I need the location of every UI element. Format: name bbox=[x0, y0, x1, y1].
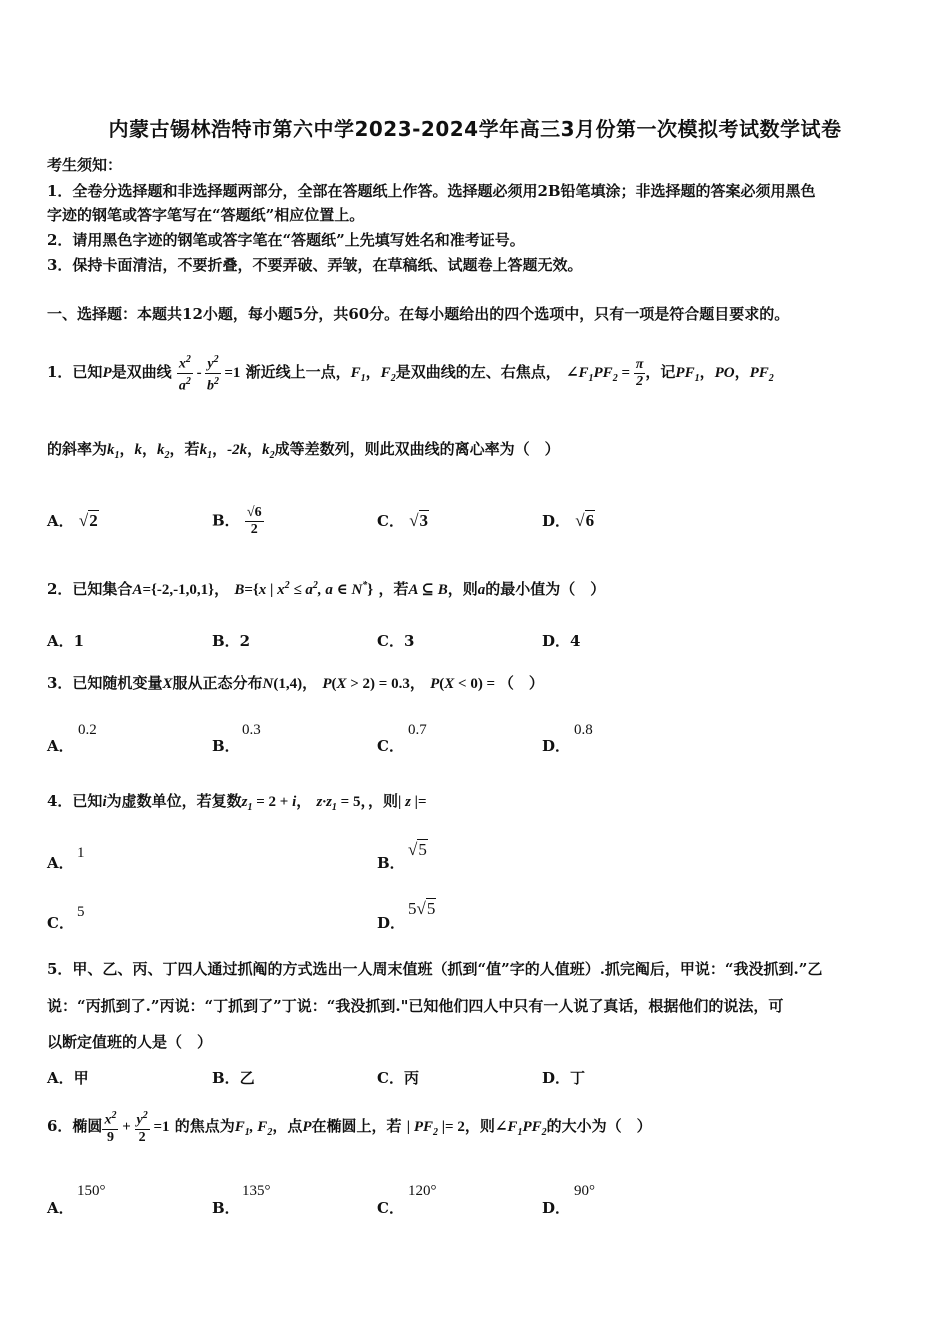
q6-option-c-value: 120° bbox=[408, 1183, 437, 1199]
notice-heading: 考生须知： bbox=[47, 156, 123, 174]
q1-option-b[interactable]: B． $\frac{√6}{2}$ bbox=[212, 505, 262, 537]
q3-option-b-value: 0.3 bbox=[242, 722, 261, 738]
q4-option-a-value: 1 bbox=[77, 845, 85, 861]
q3-option-a[interactable]: A． bbox=[47, 737, 74, 755]
q4-option-b-value: √5 bbox=[408, 840, 427, 859]
question-3: 3．已知随机变量X服从正态分布N(1,4)， P(X > 2) = 0.3， P(X < 0) = （ ） bbox=[47, 674, 544, 692]
q6-option-a-value: 150° bbox=[77, 1183, 106, 1199]
question-1-line-2: 的斜率为$k_1$，k，$k_2$，若$k_1$，-2k，$k_2$成等差数列，则此双曲线的离心率为（ ） bbox=[47, 440, 560, 461]
question-5-line-2: 说：“丙抓到了.”丙说：“丁抓到了”丁说：“我没抓到."已知他们四人中只有一人说了真话，根据他们的说法，可 bbox=[47, 997, 784, 1015]
section-heading: 一、选择题：本题共12小题，每小题5分，共60分。在每小题给出的四个选项中，只有一项是符合题目要求的。 bbox=[47, 305, 790, 323]
q6-option-b[interactable]: B． bbox=[212, 1199, 240, 1217]
question-1-line-1: 1．已知P是双曲线 $\frac{x^2}{a^2}$ - $\frac{y^2}{b^2}$ =1 渐近线上一点，$F_1$，$F_2$是双曲线的左、右焦点， $\angle F_1PF_2$ = $\frac{\pi}{2}$ ，记$PF_1$，PO，$PF_2$ bbox=[47, 354, 774, 394]
q1-option-a[interactable]: A． √2 bbox=[47, 511, 98, 530]
q3-option-b[interactable]: B． bbox=[212, 737, 240, 755]
q4-option-c[interactable]: C． bbox=[47, 914, 74, 932]
q3-option-d[interactable]: D． bbox=[542, 737, 571, 755]
q2-option-d[interactable]: D．4 bbox=[542, 632, 581, 650]
q4-option-d-value: 5√5 bbox=[408, 899, 436, 918]
q2-option-c[interactable]: C．3 bbox=[377, 632, 415, 650]
q4-option-c-value: 5 bbox=[77, 904, 85, 920]
notice-line-1: 1．全卷分选择题和非选择题两部分，全部在答题纸上作答。选择题必须用2B铅笔填涂；非选择题的答案必须用黑色 bbox=[47, 182, 816, 200]
q6-option-a[interactable]: A． bbox=[47, 1199, 74, 1217]
notice-line-2: 2．请用黑色字迹的钢笔或答字笔在“答题纸”上先填写姓名和准考证号。 bbox=[47, 231, 525, 249]
q3-option-a-value: 0.2 bbox=[78, 722, 97, 738]
q2-option-b[interactable]: B．2 bbox=[212, 632, 251, 650]
q1-option-c[interactable]: C． √3 bbox=[377, 511, 429, 530]
question-4: 4．已知i为虚数单位，若复数$z_1 = 2 + i$， $z\cdot z_1 = 5$，，则| z |= bbox=[47, 792, 427, 813]
q3-option-c[interactable]: C． bbox=[377, 737, 404, 755]
q5-option-b[interactable]: B．乙 bbox=[212, 1069, 255, 1087]
q3-option-c-value: 0.7 bbox=[408, 722, 427, 738]
page-title: 内蒙古锡林浩特市第六中学2023-2024学年高三3月份第一次模拟考试数学试卷 bbox=[108, 117, 842, 141]
q1-option-d[interactable]: D． √6 bbox=[542, 511, 595, 530]
q5-option-d[interactable]: D．丁 bbox=[542, 1069, 586, 1087]
q6-option-d-value: 90° bbox=[574, 1183, 595, 1199]
notice-line-1b: 字迹的钢笔或答字笔写在“答题纸”相应位置上。 bbox=[47, 206, 365, 224]
question-5-line-1: 5．甲、乙、丙、丁四人通过抓阄的方式选出一人周末值班（抓到“值”字的人值班）.抓完阄后，甲说：“我没抓到.”乙 bbox=[47, 960, 823, 978]
q5-option-a[interactable]: A．甲 bbox=[47, 1069, 89, 1087]
notice-line-3: 3．保持卡面清洁，不要折叠，不要弄破、弄皱，在草稿纸、试题卷上答题无效。 bbox=[47, 256, 583, 274]
q4-option-b[interactable]: B． bbox=[377, 854, 405, 872]
q3-option-d-value: 0.8 bbox=[574, 722, 593, 738]
question-5-line-3: 以断定值班的人是（ ） bbox=[47, 1033, 213, 1051]
q6-option-d[interactable]: D． bbox=[542, 1199, 571, 1217]
question-6: 6．椭圆 $\frac{x^2}{9}$ + $\frac{y^2}{2}$ =1 的焦点为$F_1$, $F_2$，点P在椭圆上，若 | $PF_2$ |= 2，则$\angle F_1PF_2$的大小为（ ） bbox=[47, 1110, 652, 1145]
q2-option-a[interactable]: A．1 bbox=[47, 632, 85, 650]
q6-option-b-value: 135° bbox=[242, 1183, 271, 1199]
q6-option-c[interactable]: C． bbox=[377, 1199, 404, 1217]
q4-option-d[interactable]: D． bbox=[377, 914, 406, 932]
q5-option-c[interactable]: C．丙 bbox=[377, 1069, 419, 1087]
q4-option-a[interactable]: A． bbox=[47, 854, 74, 872]
question-2: 2．已知集合A={-2,-1,0,1}， B={x | $x^2 \le a^2$, a ∈ N*} ，若A ⊆ B，则a的最小值为（ ） bbox=[47, 580, 606, 598]
